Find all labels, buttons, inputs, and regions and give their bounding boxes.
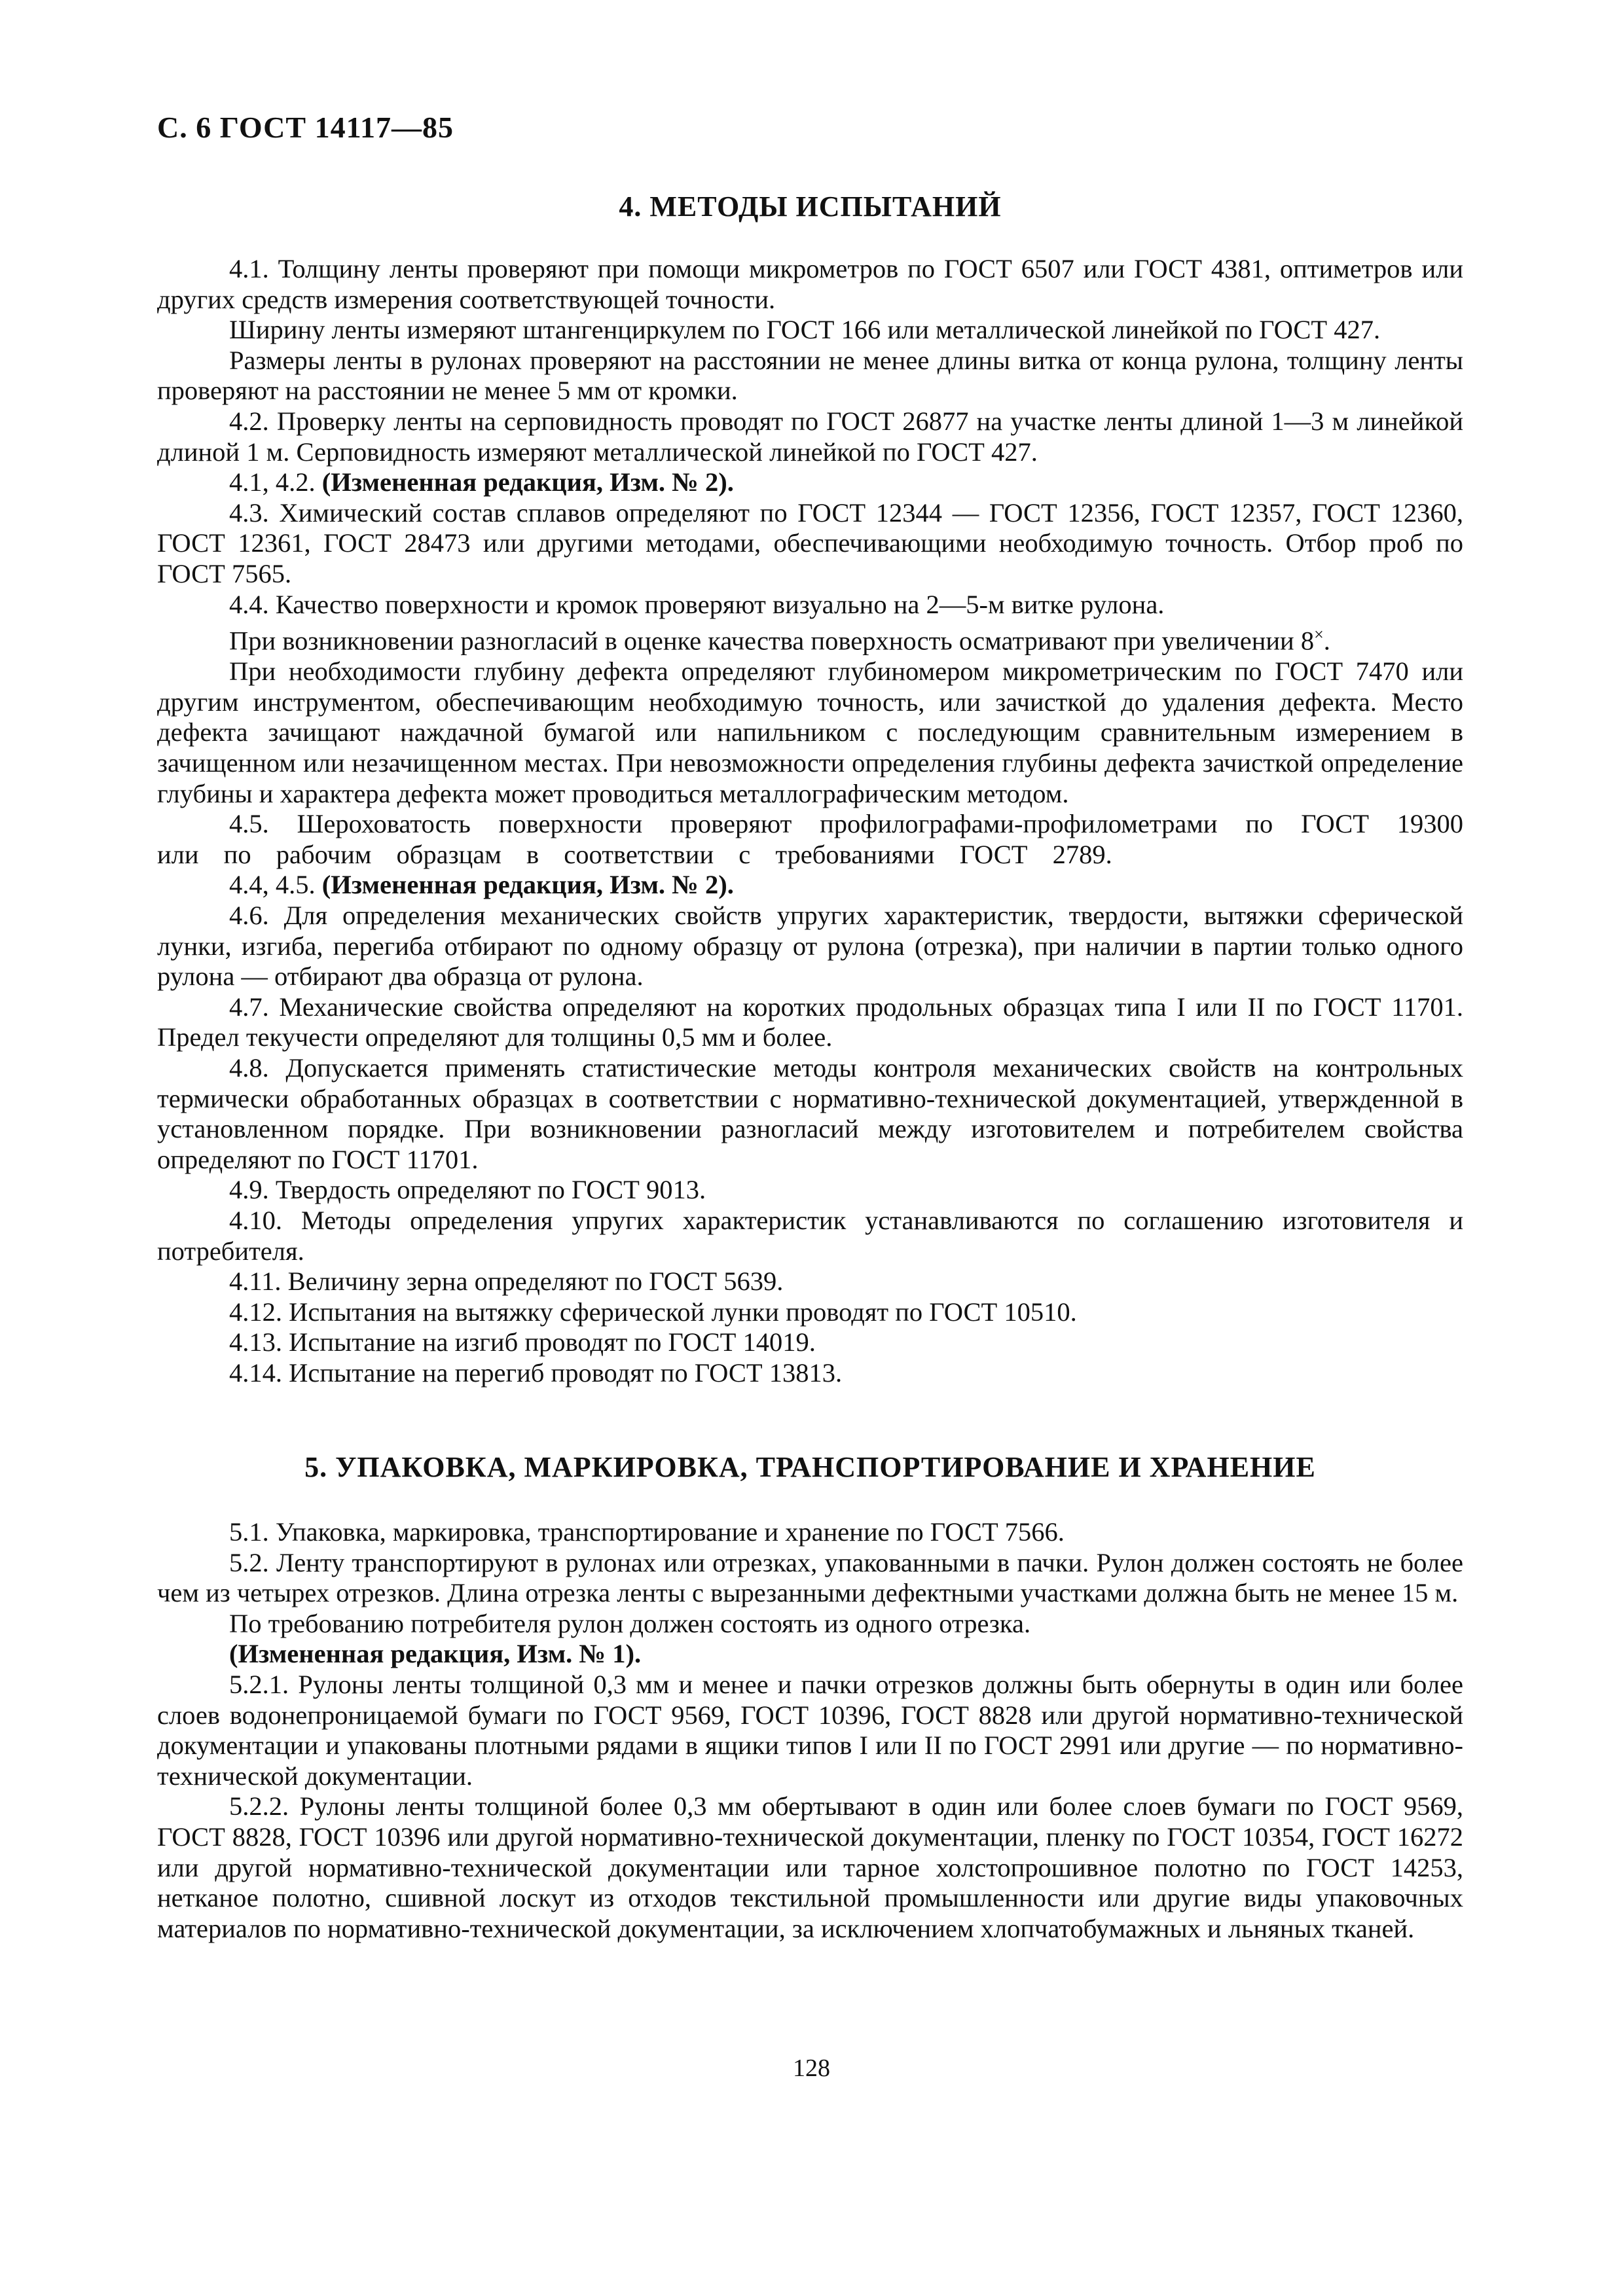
paragraph-4-12: 4.12. Испытания на вытяжку сферической лунки проводят по ГОСТ 10510. [229,1297,1077,1327]
paragraph-4-10: 4.10. Методы определения упругих характеристик устанавливаются по соглашению изготовителя и потребителя. [157,1205,1463,1266]
paragraph-4-9: 4.9. Твердость определяют по ГОСТ 9013. [229,1175,706,1205]
section-4-title: 4. МЕТОДЫ ИСПЫТАНИЙ [619,190,1002,223]
amendment-note-4-1-4-2 [157,467,1463,498]
paragraph-5-2-2: 5.2.2. Рулоны ленты толщиной более 0,3 мм обертывают в один или более слоев бумаги по ГОСТ 9569, ГОСТ 8828, ГОСТ 10396 или другой нормативно-технической документации, пленку по ГОСТ 10354, ГОСТ 16272 или другой нормативно-технической документации или тарное холстопрошивное полотно по ГОСТ 14253, нетканое полотно, сшивной лоскут из отходов текстильной промышленности или другие виды упаковочных материалов по нормативно-технической документации, за исключением хлопчатобумажных и льняных тканей. [157,1791,1463,1943]
section-5-body [157,1517,1463,1944]
amendment-text: (Измененная редакция, Изм. № 2). [321,870,734,900]
paragraph-4-5: 4.5. Шероховатость поверхности проверяют профилографами-профилометрами по ГОСТ 19300 или по рабочим образцам в соответствии с требованиями ГОСТ 2789. [157,809,1463,869]
paragraph-4-1: 4.1. Толщину ленты проверяют при помощи микрометров по ГОСТ 6507 или ГОСТ 4381, оптиметров или других средств измерения соответствующей точности. [157,254,1463,314]
paragraph-4-14: 4.14. Испытание на перегиб проводят по ГОСТ 13813. [229,1357,843,1388]
running-head: С. 6 ГОСТ 14117—85 [157,111,454,144]
section-4-body [157,254,1463,1388]
page-number: 128 [793,2054,830,2082]
paragraph-4-2: 4.2. Проверку ленты на серповидность проводят по ГОСТ 26877 на участке ленты длиной 1—3 м линейкой длиной 1 м. Серповидность измеряют металлической линейкой по ГОСТ 427. [157,406,1463,467]
paragraph-4-3: 4.3. Химический состав сплавов определяют по ГОСТ 12344 — ГОСТ 12356, ГОСТ 12357, ГОСТ 12360, ГОСТ 12361, ГОСТ 28473 или другими методами, обеспечивающими необходимую точность. Отбор проб по ГОСТ 7565. [157,497,1463,588]
paragraph-4-4-magnification [157,620,1463,656]
paragraph-5-2-single-piece: По требованию потребителя рулон должен состоять из одного отрезка. [229,1608,1031,1638]
magnification-period: . [1323,626,1330,656]
paragraph-4-13: 4.13. Испытание на изгиб проводят по ГОСТ 14019. [229,1327,816,1357]
paragraph-4-7: 4.7. Механические свойства определяют на коротких продольных образцах типа I или II по ГОСТ 11701. Предел текучести определяют для толщины 0,5 мм и более. [157,992,1463,1052]
paragraph-4-4: 4.4. Качество поверхности и кромок проверяют визуально на 2—5-м витке рулона. [229,589,1165,619]
paragraph-4-4-defect-depth: При необходимости глубину дефекта определяют глубиномером микрометрическим по ГОСТ 7470 или другим инструментом, обеспечивающим необходимую точность, или зачисткой до удаления дефекта. Место дефекта зачищают наждачной бумагой или напильником с последующим сравнительным измерением в зачищенном или незачищенном местах. При невозможности определения глубины дефекта зачисткой определение глубины и характера дефекта может проводиться металлографическим методом. [157,656,1463,808]
paragraph-5-2-1: 5.2.1. Рулоны ленты толщиной 0,3 мм и менее и пачки отрезков должны быть обернуты в один или более слоев водонепроницаемой бумаги по ГОСТ 9569, ГОСТ 10396, ГОСТ 8828 или другой нормативно-технической документации и упакованы плотными рядами в ящики типов I или II по ГОСТ 2991 или другие — по нормативно-технической документации. [157,1669,1463,1791]
amendment-text: (Измененная редакция, Изм. № 2). [321,467,734,497]
paragraph-4-6: 4.6. Для определения механических свойств упругих характеристик, твердости, вытяжки сферической лунки, изгиба, перегиба отбирают по одному образцу от рулона (отрезка), при наличии в партии только одного рулона — отбирают два образца от рулона. [157,900,1463,992]
amendment-note-4-4-4-5 [157,870,1463,901]
amendment-ref: 4.4, 4.5. [229,870,316,900]
section-5-title: 5. УПАКОВКА, МАРКИРОВКА, ТРАНСПОРТИРОВАНИЕ И ХРАНЕНИЕ [304,1451,1316,1483]
paragraph-4-1-roll-size: Размеры ленты в рулонах проверяют на расстоянии не менее длины витка от конца рулона, толщину ленты проверяют на расстоянии не менее 5 мм от кромки. [157,345,1463,406]
paragraph-4-8: 4.8. Допускается применять статистические методы контроля механических свойств на контрольных термически обработанных образцах в соответствии с нормативно-технической документацией, утвержденной в установленном порядке. При возникновении разногласий между изготовителем и потребителем свойства определяют по ГОСТ 11701. [157,1052,1463,1174]
amendment-note-5-2: (Измененная редакция, Изм. № 1). [229,1639,642,1669]
magnification-text: При возникновении разногласий в оценке качества поверхность осматривают при увеличении 8 [229,626,1315,656]
paragraph-5-2: 5.2. Ленту транспортируют в рулонах или отрезках, упакованными в пачки. Рулон должен состоять не более чем из четырех отрезков. Длина отрезка ленты с вырезанными дефектными участками должна быть не менее 15 м. [157,1547,1463,1608]
amendment-ref: 4.1, 4.2. [229,467,316,497]
magnification-sign: × [1314,625,1324,645]
paragraph-4-1-width: Ширину ленты измеряют штангенциркулем по ГОСТ 166 или металлической линейкой по ГОСТ 427. [229,315,1381,345]
paragraph-5-1: 5.1. Упаковка, маркировка, транспортирование и хранение по ГОСТ 7566. [229,1517,1065,1547]
paragraph-4-11: 4.11. Величину зерна определяют по ГОСТ 5639. [229,1266,784,1297]
